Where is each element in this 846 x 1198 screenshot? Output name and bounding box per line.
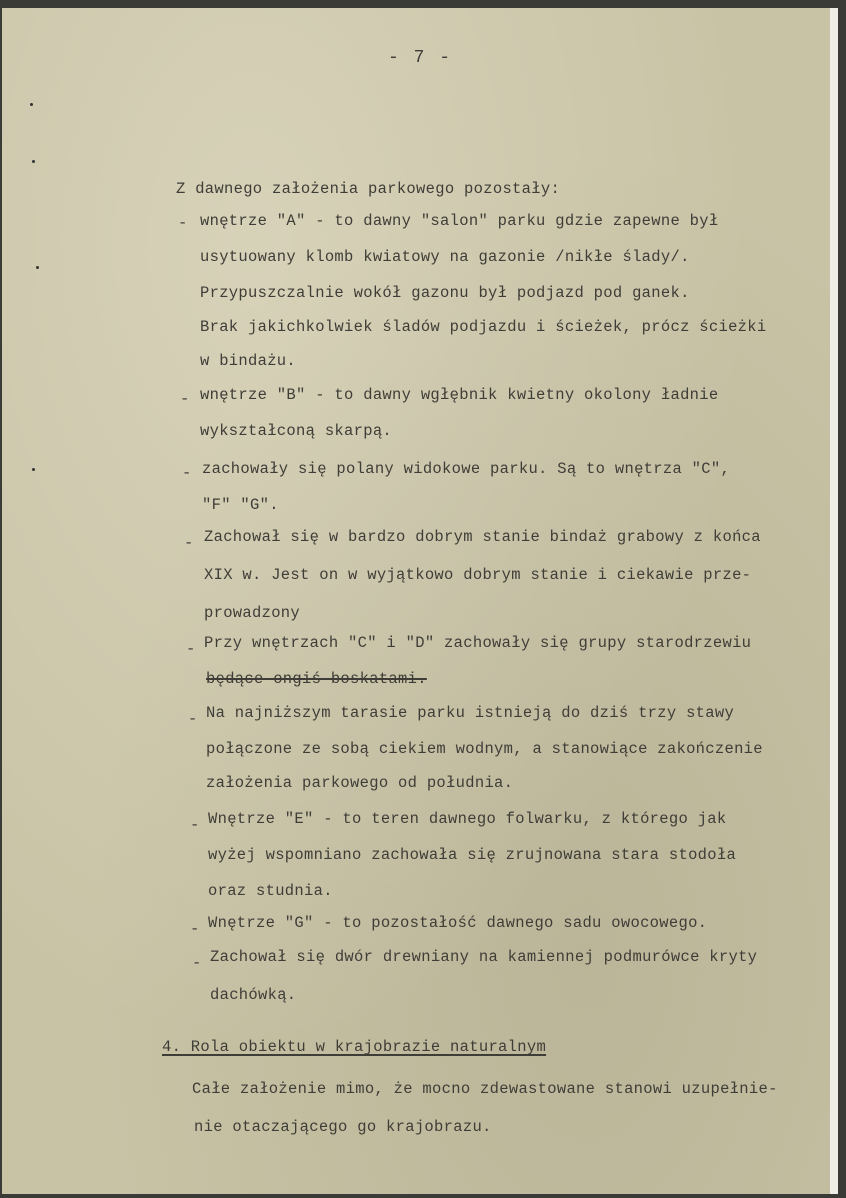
item-9-line-2: dachówką.	[210, 986, 297, 1004]
item-2-dash: -	[180, 390, 190, 408]
margin-speck	[32, 160, 35, 163]
item-1-dash: -	[178, 214, 188, 232]
item-2-line-2: wykształconą skarpą.	[200, 422, 393, 440]
item-2-line-1: wnętrze "B" - to dawny wgłębnik kwietny okolony ładnie	[200, 386, 719, 404]
item-1-line-5: w bindażu.	[200, 352, 297, 370]
item-4-line-1: Zachował się w bardzo dobrym stanie bindaż grabowy z końca	[204, 528, 761, 546]
item-4-dash: -	[184, 534, 194, 552]
item-1-line-2: usytuowany klomb kwiatowy na gazonie /nikłe ślady/.	[200, 248, 690, 266]
section-line-2: nie otaczającego go krajobrazu.	[194, 1118, 492, 1136]
item-4-line-2: XIX w. Jest on w wyjątkowo dobrym stanie i ciekawie prze-	[204, 566, 752, 584]
document-page	[2, 8, 838, 1194]
item-5-struck-line: będące ongiś boskatami.	[206, 670, 427, 688]
item-9-line-1: Zachował się dwór drewniany na kamiennej podmurówce kryty	[210, 948, 758, 966]
item-9-dash: -	[192, 954, 202, 972]
page-number: - 7 -	[388, 48, 453, 68]
page-edge	[830, 8, 838, 1194]
margin-speck	[30, 103, 33, 106]
section-line-1: Całe założenie mimo, że mocno zdewastowane stanowi uzupełnie-	[192, 1080, 778, 1098]
item-1-line-3: Przypuszczalnie wokół gazonu był podjazd pod ganek.	[200, 284, 690, 302]
section-heading: 4. Rola obiektu w krajobrazie naturalnym	[162, 1038, 547, 1056]
item-7-dash: -	[190, 816, 200, 834]
item-6-line-2: połączone ze sobą ciekiem wodnym, a stanowiące zakończenie	[206, 740, 763, 758]
item-1-line-1: wnętrze "A" - to dawny "salon" parku gdzie zapewne był	[200, 212, 719, 230]
item-5-line-1: Przy wnętrzach "C" i "D" zachowały się grupy starodrzewiu	[204, 634, 752, 652]
intro-line: Z dawnego założenia parkowego pozostały:	[176, 180, 561, 198]
item-8-line-1: Wnętrze "G" - to pozostałość dawnego sadu owocowego.	[208, 914, 708, 932]
item-6-line-1: Na najniższym tarasie parku istnieją do dziś trzy stawy	[206, 704, 735, 722]
item-7-line-1: Wnętrze "E" - to teren dawnego folwarku, z którego jak	[208, 810, 727, 828]
item-3-line-2: "F" "G".	[202, 496, 279, 514]
item-8-dash: -	[190, 920, 200, 938]
margin-speck	[36, 266, 39, 269]
item-6-line-3: założenia parkowego od południa.	[206, 774, 514, 792]
item-3-line-1: zachowały się polany widokowe parku. Są to wnętrza "C",	[202, 460, 731, 478]
item-7-line-3: oraz studnia.	[208, 882, 333, 900]
item-6-dash: -	[188, 710, 198, 728]
item-1-line-4: Brak jakichkolwiek śladów podjazdu i ścieżek, prócz ścieżki	[200, 318, 767, 336]
item-7-line-2: wyżej wspomniano zachowała się zrujnowana stara stodoła	[208, 846, 737, 864]
margin-speck	[32, 468, 35, 471]
item-5-dash: -	[186, 640, 196, 658]
item-4-line-3: prowadzony	[204, 604, 301, 622]
item-3-dash: -	[182, 464, 192, 482]
